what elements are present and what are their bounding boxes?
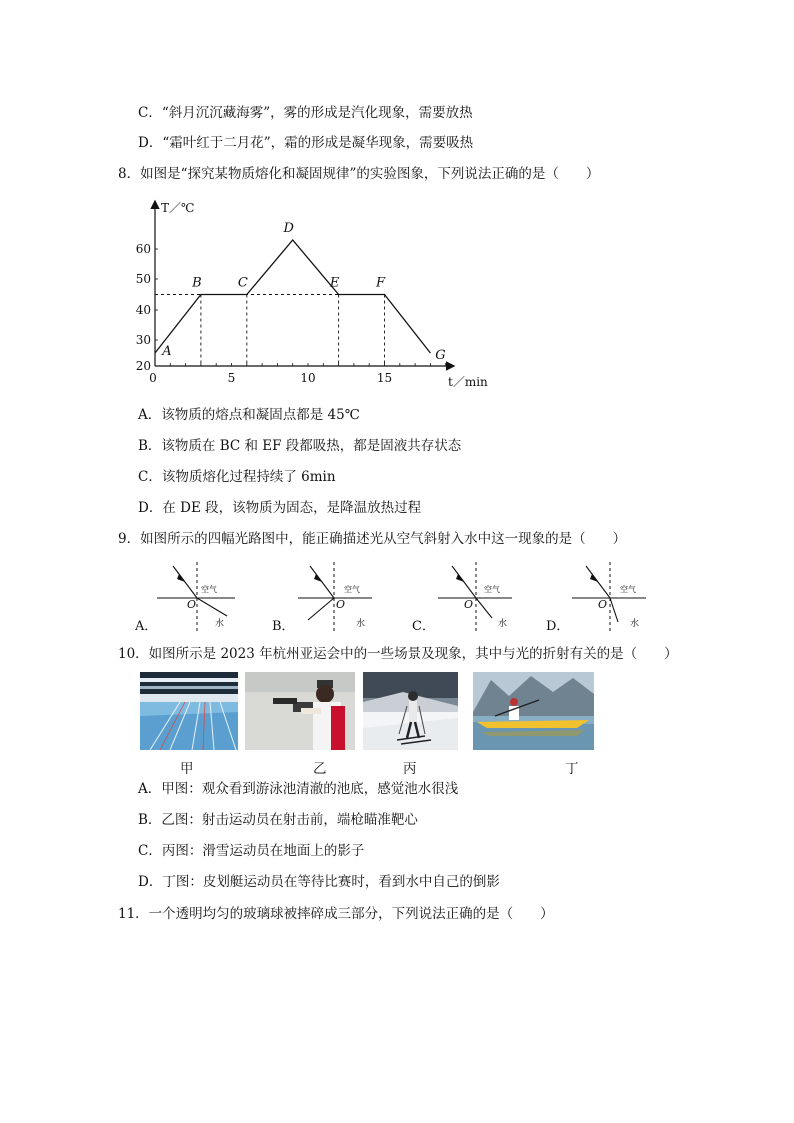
q8-option-b: B．该物质在 BC 和 EF 段都吸热，都是固液共存状态 <box>138 438 462 454</box>
y-tick-label: 40 <box>135 303 151 317</box>
y-tick-label: 30 <box>135 333 151 347</box>
q7-option-c: C．“斜月沉沉藏海雾”，雾的形成是汽化现象，需要放热 <box>138 105 473 121</box>
q8-option-d: D．在 DE 段，该物质为固态，是降温放热过程 <box>138 500 422 516</box>
ray-diagram-b <box>272 560 372 636</box>
svg-text:O: O <box>187 598 197 611</box>
q10-option-c: C．丙图：滑雪运动员在地面上的影子 <box>138 843 365 859</box>
q9-stem: 9．如图所示的四幅光路图中，能正确描述光从空气斜射入水中这一现象的是（ ） <box>118 531 627 547</box>
point-label-B: B <box>192 275 202 291</box>
caption-ding: 丁 <box>565 761 579 777</box>
x-axis-label: t／min <box>448 375 488 389</box>
y-axis-label: T／℃ <box>161 201 195 215</box>
q11-stem: 11．一个透明均匀的玻璃球被摔碎成三部分，下列说法正确的是（ ） <box>118 906 554 922</box>
melting-curve-chart <box>135 198 495 393</box>
series-line <box>155 240 430 353</box>
ray-diagram-d <box>546 560 646 636</box>
q10-option-d: D．丁图：皮划艇运动员在等待比赛时，看到水中自己的倒影 <box>138 874 500 890</box>
y-tick-label: 50 <box>135 272 151 286</box>
x-tick-label: 5 <box>227 371 236 385</box>
point-label-E: E <box>329 275 340 291</box>
point-label-G: G <box>435 348 446 363</box>
y-tick-label: 20 <box>135 359 151 373</box>
y-tick-label: 60 <box>135 242 151 256</box>
point-label-C: C <box>237 275 248 291</box>
svg-text:水: 水 <box>356 619 366 629</box>
q8-option-a: A．该物质的熔点和凝固点都是 45℃ <box>138 407 360 423</box>
svg-text:空气: 空气 <box>620 585 636 594</box>
svg-text:B．: B． <box>272 619 295 634</box>
svg-text:空气: 空气 <box>344 585 360 594</box>
svg-text:D．: D． <box>546 619 570 634</box>
photo-skiing <box>363 672 458 750</box>
caption-bing: 丙 <box>403 761 417 777</box>
q7-option-d: D．“霜叶红于二月花”，霜的形成是凝华现象，需要吸热 <box>138 135 474 151</box>
point-label-F: F <box>375 275 386 291</box>
point-label-D: D <box>283 221 294 236</box>
svg-text:水: 水 <box>498 619 508 629</box>
q8-option-c: C．该物质熔化过程持续了 6min <box>138 469 336 485</box>
ray-diagram-c <box>412 560 512 636</box>
svg-text:A．: A． <box>135 619 158 634</box>
q10-option-b: B．乙图：射击运动员在射击前，端枪瞄准靶心 <box>138 812 418 828</box>
svg-text:水: 水 <box>630 619 640 629</box>
x-tick-label: 10 <box>300 371 316 385</box>
caption-yi: 乙 <box>313 761 327 777</box>
svg-text:水: 水 <box>215 619 225 629</box>
photo-kayak <box>473 672 594 750</box>
svg-text:C．: C． <box>412 619 435 634</box>
x-tick-label: 15 <box>376 371 393 385</box>
svg-text:空气: 空气 <box>201 585 217 594</box>
x-tick-label: 0 <box>149 371 157 385</box>
point-label-A: A <box>162 344 172 359</box>
q8-stem: 8．如图是“探究某物质熔化和凝固规律”的实验图象，下列说法正确的是（ ） <box>118 166 600 182</box>
svg-text:O: O <box>464 598 474 611</box>
photo-swimming-pool <box>140 672 238 750</box>
q10-option-a: A．甲图：观众看到游泳池清澈的池底，感觉池水很浅 <box>138 781 459 797</box>
caption-jia: 甲 <box>180 761 194 777</box>
svg-text:O: O <box>598 598 608 611</box>
svg-text:O: O <box>336 598 346 611</box>
photo-shooting <box>245 672 355 750</box>
q10-stem: 10．如图所示是 2023 年杭州亚运会中的一些场景及现象，其中与光的折射有关的是（ ） <box>118 646 678 662</box>
svg-text:空气: 空气 <box>484 585 500 594</box>
ray-diagram-a <box>135 560 235 636</box>
